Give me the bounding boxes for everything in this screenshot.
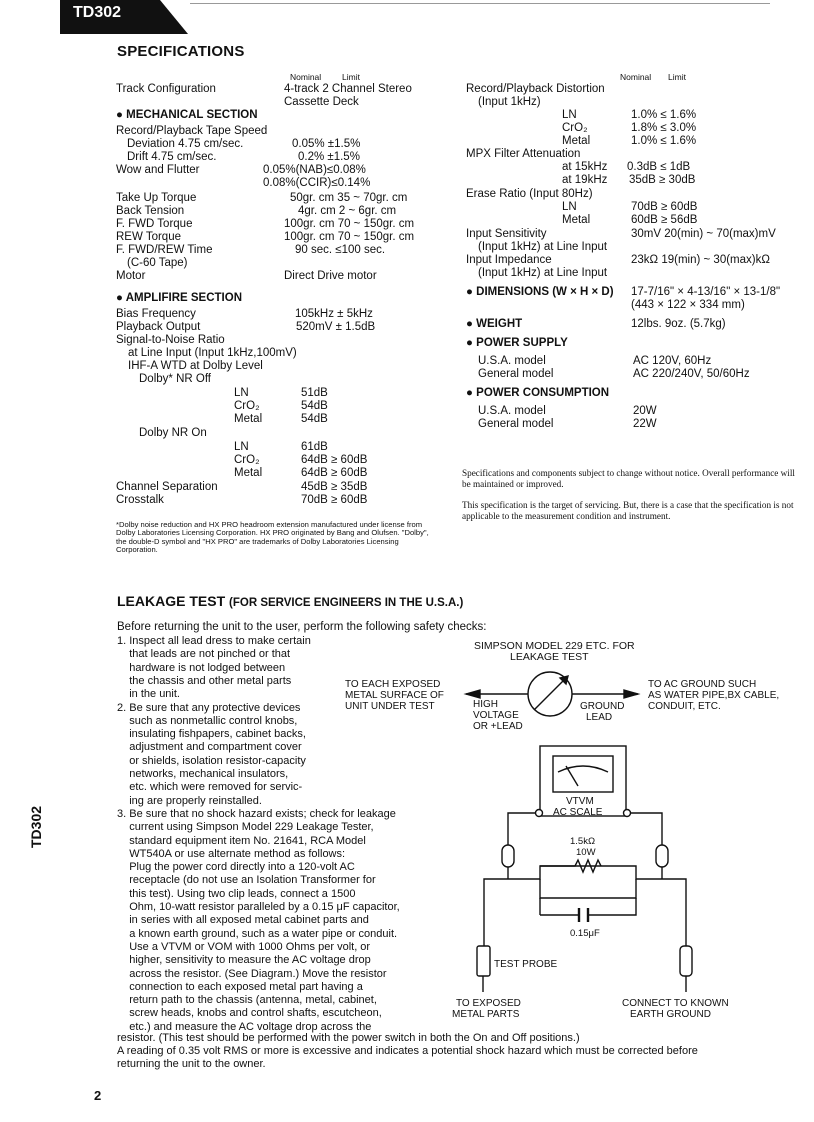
leakage-step-line: that leads are not pinched or that: [117, 648, 291, 661]
section-heading: ● MECHANICAL SECTION: [116, 109, 258, 121]
spec-label: General model: [478, 368, 554, 380]
spec-label: (Input 1kHz): [478, 96, 541, 108]
page-number: 2: [94, 1088, 102, 1103]
leakage-step-line: Plug the power cord directly into a 120-volt AC: [117, 861, 355, 874]
spec-value: 1.0% ≤ 1.6%: [631, 135, 697, 147]
leakage-step-line: 1. Inspect all lead dress to make certain: [117, 635, 311, 647]
arrow-left-icon: [466, 690, 480, 698]
diagram-label: GROUND: [580, 701, 625, 712]
spec-label: Motor: [116, 270, 146, 282]
spec-value: 30mV 20(min) ~ 70(max)mV: [631, 228, 776, 240]
limit-head-right: Limit: [668, 72, 686, 82]
leakage-step-line: insulating fishpapers, cabinet backs,: [117, 728, 306, 741]
spec-value: 1.0% ≤ 1.6%: [631, 109, 697, 121]
nominal-head-left: Nominal: [290, 72, 322, 82]
tape-type: Metal: [562, 135, 591, 147]
leakage-step-line: 3. Be sure that no shock hazard exists; check for leakage: [117, 807, 396, 820]
leakage-step-line: such as nonmetallic control knobs,: [117, 714, 298, 727]
spec-label: F. FWD/REW Time: [116, 244, 213, 256]
leakage-step-line: connection to each exposed metal part having a: [117, 980, 363, 993]
spec-value: 23kΩ 19(min) ~ 30(max)kΩ: [631, 254, 770, 266]
spec-label: Signal-to-Noise Ratio: [116, 334, 225, 346]
spec-note: This specification is the target of servicing. But, there is a case that the specification is not applicable to the measurement condition and instrument.: [462, 500, 794, 521]
spec-value: 100gr. cm 70 ~ 150gr. cm: [284, 218, 415, 230]
diagram-label: EARTH GROUND: [630, 1009, 711, 1020]
leakage-step-line: Ohm, 10-watt resistor paralleled by a 0.15 μF capacitor,: [117, 901, 400, 913]
leakage-step-line: networks, mechanical insulators,: [117, 768, 289, 780]
tape-type: LN: [562, 201, 577, 213]
spec-label: Dolby* NR Off: [139, 373, 212, 385]
spec-value: 0.2% ±1.5%: [298, 151, 360, 163]
leakage-step-line: WT540A or use alternate method as follows:: [117, 847, 346, 860]
leakage-step-line: Use a VTVM or VOM with 1000 Ohms per volt, or: [117, 940, 371, 953]
spec-value: Cassette Deck: [284, 96, 359, 108]
tape-type: CrO₂: [234, 454, 260, 466]
spec-label: REW Torque: [116, 231, 181, 243]
diagram-label: CONDUIT, ETC.: [648, 701, 721, 712]
spec-label: Erase Ratio (Input 80Hz): [466, 188, 593, 200]
vtvm-pointer: [566, 766, 578, 786]
diagram-label: METAL SURFACE OF: [345, 690, 444, 701]
page-title: SPECIFICATIONS: [117, 43, 245, 60]
spec-value: 520mV ± 1.5dB: [296, 321, 376, 333]
leakage-step-line: across the resistor. (See Diagram.) Move the resistor: [117, 967, 387, 980]
leakage-title: LEAKAGE TEST: [117, 593, 226, 609]
spec-label: Channel Separation: [116, 481, 218, 493]
leakage-step-line: in series with all exposed metal cabinet parts and: [117, 914, 369, 927]
leakage-step-line: or shields, isolation resistor-capacity: [117, 754, 306, 767]
spec-value: 64dB ≥ 60dB: [301, 467, 368, 479]
spec-value: 1.8% ≤ 3.0%: [631, 122, 697, 134]
diagram-label: 1.5kΩ: [570, 836, 596, 847]
vtvm-terminal: [536, 810, 543, 817]
spec-value: 17-7/16" × 4-13/16" × 13-1/8": [631, 286, 781, 298]
leakage-step-line: ing are properly reinstalled.: [117, 794, 262, 807]
tape-type: Metal: [234, 413, 263, 425]
section-heading-text: POWER SUPPLY: [476, 337, 568, 349]
diagram-label: CONNECT TO KNOWN: [622, 998, 729, 1009]
spec-label: Playback Output: [116, 321, 201, 333]
spec-value: AC 220/240V, 50/60Hz: [633, 368, 750, 380]
wire-probe: [484, 879, 508, 946]
diagram-label: OR +LEAD: [473, 721, 523, 732]
clip-right: [656, 845, 668, 867]
side-model-label: TD302: [28, 805, 44, 848]
diagram-label: HIGH: [473, 699, 498, 710]
diagram-label: LEAKAGE TEST: [510, 651, 589, 663]
leakage-step-line: higher, sensitivity to measure the AC voltage drop: [117, 954, 371, 967]
diagram-label: TO AC GROUND SUCH: [648, 679, 757, 690]
section-heading: ● POWER CONSUMPTION: [466, 387, 610, 399]
tape-type: CrO₂: [562, 122, 588, 134]
spec-label: at 19kHz: [562, 174, 608, 186]
spec-label: Input Sensitivity: [466, 228, 547, 240]
leakage-step-line: screw heads, knobs and control shafts, escutcheon,: [117, 1007, 382, 1020]
spec-label: Record/Playback Distortion: [466, 83, 605, 95]
spec-value: (443 × 122 × 334 mm): [631, 299, 745, 311]
diagram-label: METAL PARTS: [452, 1009, 520, 1020]
clip-left: [502, 845, 514, 867]
spec-label: Bias Frequency: [116, 308, 196, 320]
diagram-label: 10W: [576, 847, 596, 858]
spec-value: 45dB ≥ 35dB: [301, 481, 368, 493]
diagram-label: TO EACH EXPOSED: [345, 679, 441, 690]
diagram-label: AS WATER PIPE,BX CABLE,: [648, 690, 780, 701]
spec-label: U.S.A. model: [478, 355, 546, 367]
tape-type: LN: [234, 387, 249, 399]
dolby-footnote: *Dolby noise reduction and HX PRO headroom extension manufactured under license from Dolby Laboratories Licensing Corporation. HX PRO originated by Bang and Olufsen. "Dolby", the double-D symbol and "HX PRO" are trademarks of Dolby Laboratories Licensing Corporation.: [116, 520, 429, 555]
spec-label: Deviation 4.75 cm/sec.: [127, 138, 244, 150]
section-heading: ● WEIGHT: [466, 318, 523, 330]
spec-value: 54dB: [301, 400, 328, 412]
spec-value: 100gr. cm 70 ~ 150gr. cm: [284, 231, 415, 243]
spec-value: 51dB: [301, 387, 328, 399]
diagram-label: VTVM: [566, 796, 594, 807]
leakage-text: returning the unit to the owner.: [117, 1058, 266, 1070]
spec-value: 64dB ≥ 60dB: [301, 454, 368, 466]
leakage-intro: Before returning the unit to the user, perform the following safety checks:: [117, 621, 487, 633]
spec-label: MPX Filter Attenuation: [466, 148, 581, 160]
wire-right: [630, 813, 662, 845]
spec-label: General model: [478, 418, 554, 430]
leakage-step-line: etc.) and measure the AC voltage drop across the: [117, 1020, 372, 1033]
cap-lead-right: [588, 898, 636, 915]
spec-label: Take Up Torque: [116, 192, 197, 204]
diagram-label: TO EXPOSED: [456, 998, 521, 1009]
ground-clip: [680, 946, 692, 976]
spec-label: IHF-A WTD at Dolby Level: [128, 360, 263, 372]
spec-value: 61dB: [301, 441, 328, 453]
tape-type: LN: [562, 109, 577, 121]
test-probe: [477, 946, 490, 976]
spec-label: (Input 1kHz) at Line Input: [478, 267, 608, 279]
spec-value: 4gr. cm 2 ~ 6gr. cm: [298, 205, 397, 217]
spec-value: 35dB ≥ 30dB: [629, 174, 696, 186]
tape-type: CrO₂: [234, 400, 260, 412]
spec-label: F. FWD Torque: [116, 218, 193, 230]
vtvm-terminal: [624, 810, 631, 817]
leakage-step-line: a known earth ground, such as a water pipe or conduit.: [117, 927, 398, 940]
vtvm-display: [553, 756, 613, 792]
spec-label: U.S.A. model: [478, 405, 546, 417]
leakage-step-line: hardware is not lodged between: [117, 661, 286, 674]
spec-value: 0.05%(NAB)≤0.08%: [263, 164, 366, 176]
diagram-label: TEST PROBE: [494, 959, 558, 970]
section-heading-text: MECHANICAL SECTION: [126, 109, 258, 121]
spec-value: 105kHz ± 5kHz: [295, 308, 373, 320]
spec-label: at 15kHz: [562, 161, 608, 173]
spec-value: 22W: [633, 418, 657, 430]
leakage-step-line: receptacle (do not use an Isolation Transformer for: [117, 874, 376, 887]
spec-value: AC 120V, 60Hz: [633, 355, 712, 367]
spec-label: (Input 1kHz) at Line Input: [478, 241, 608, 253]
spec-value: 20W: [633, 405, 657, 417]
spec-value: 70dB ≥ 60dB: [301, 494, 368, 506]
spec-value: 4-track 2 Channel Stereo: [284, 83, 412, 95]
spec-label: Dolby NR On: [139, 427, 207, 439]
leakage-step-line: adjustment and compartment cover: [117, 741, 302, 754]
network-bottom: [540, 879, 636, 898]
spec-value: Direct Drive motor: [284, 270, 377, 282]
spec-value: 12lbs. 9oz. (5.7kg): [631, 318, 726, 330]
leakage-step-line: in the unit.: [117, 688, 180, 701]
wire-ground: [662, 879, 686, 946]
leakage-step-line: etc. which were removed for servic-: [117, 781, 303, 794]
spec-value: 0.05% ±1.5%: [292, 138, 361, 150]
header-tab-label: TD302: [73, 4, 122, 21]
leakage-subtitle: (FOR SERVICE ENGINEERS IN THE U.S.A.): [229, 597, 464, 609]
diagram-label: LEAD: [586, 712, 613, 723]
section-heading: ● AMPLIFIRE SECTION: [116, 292, 242, 304]
section-heading: ● DIMENSIONS (W × H × D): [466, 286, 614, 298]
spec-value: 60dB ≥ 56dB: [631, 214, 698, 226]
spec-label: Back Tension: [116, 205, 185, 217]
spec-label: Crosstalk: [116, 494, 164, 506]
spec-value: 50gr. cm 35 ~ 70gr. cm: [290, 192, 408, 204]
spec-label: Record/Playback Tape Speed: [116, 125, 268, 137]
leakage-step-line: this test). Using two clip leads, connect a 1500: [117, 887, 356, 900]
tape-type: LN: [234, 441, 249, 453]
spec-value: 70dB ≥ 60dB: [631, 201, 698, 213]
spec-note: Specifications and components subject to change without notice. Overall performance will be maintained or improved.: [462, 468, 795, 489]
spec-label: at Line Input (Input 1kHz,100mV): [128, 347, 297, 359]
spec-label: Wow and Flutter: [116, 164, 200, 176]
spec-value: 90 sec. ≤100 sec.: [295, 244, 386, 256]
section-heading: ● POWER SUPPLY: [466, 337, 568, 349]
arrow-right-icon: [624, 690, 638, 698]
leakage-step-line: return path to the chassis (antenna, metal, cabinet,: [117, 994, 377, 1007]
vtvm-scale-arc: [558, 766, 608, 772]
tape-type: Metal: [234, 467, 263, 479]
wire-left: [508, 813, 536, 845]
diagram-label: VOLTAGE: [473, 710, 519, 721]
spec-value: 0.3dB ≤ 1dB: [627, 161, 691, 173]
leakage-step-line: the chassis and other metal parts: [117, 674, 292, 687]
tape-type: Metal: [562, 214, 591, 226]
section-heading-text: DIMENSIONS (W × H × D): [476, 286, 614, 298]
section-heading-text: POWER CONSUMPTION: [476, 387, 610, 399]
diagram-label: SIMPSON MODEL 229 ETC. FOR: [474, 640, 635, 652]
limit-head-left: Limit: [342, 72, 360, 82]
spec-value: 54dB: [301, 413, 328, 425]
spec-label: Track Configuration: [116, 83, 216, 95]
diagram-label: UNIT UNDER TEST: [345, 701, 435, 712]
section-heading-text: WEIGHT: [476, 318, 523, 330]
nominal-head-right: Nominal: [620, 72, 652, 82]
leakage-step-line: current using Simpson Model 229 Leakage Tester,: [117, 821, 374, 834]
diagram-label: 0.15μF: [570, 928, 600, 939]
diagram-label: AC SCALE: [553, 807, 603, 818]
spec-value: 0.08%(CCIR)≤0.14%: [263, 177, 371, 189]
leakage-text: A reading of 0.35 volt RMS or more is excessive and indicates a potential shock hazard which must be corrected before: [117, 1045, 698, 1057]
leakage-step-line: 2. Be sure that any protective devices: [117, 701, 301, 714]
spec-label: Input Impedance: [466, 254, 552, 266]
section-heading-text: AMPLIFIRE SECTION: [125, 292, 242, 304]
spec-label: (C-60 Tape): [127, 257, 188, 269]
leakage-text: resistor. (This test should be performed with the power switch in both the On and Off positions.): [117, 1032, 580, 1044]
leakage-step-line: standard equipment item No. 21641, RCA Model: [117, 834, 366, 847]
spec-label: Drift 4.75 cm/sec.: [127, 151, 217, 163]
